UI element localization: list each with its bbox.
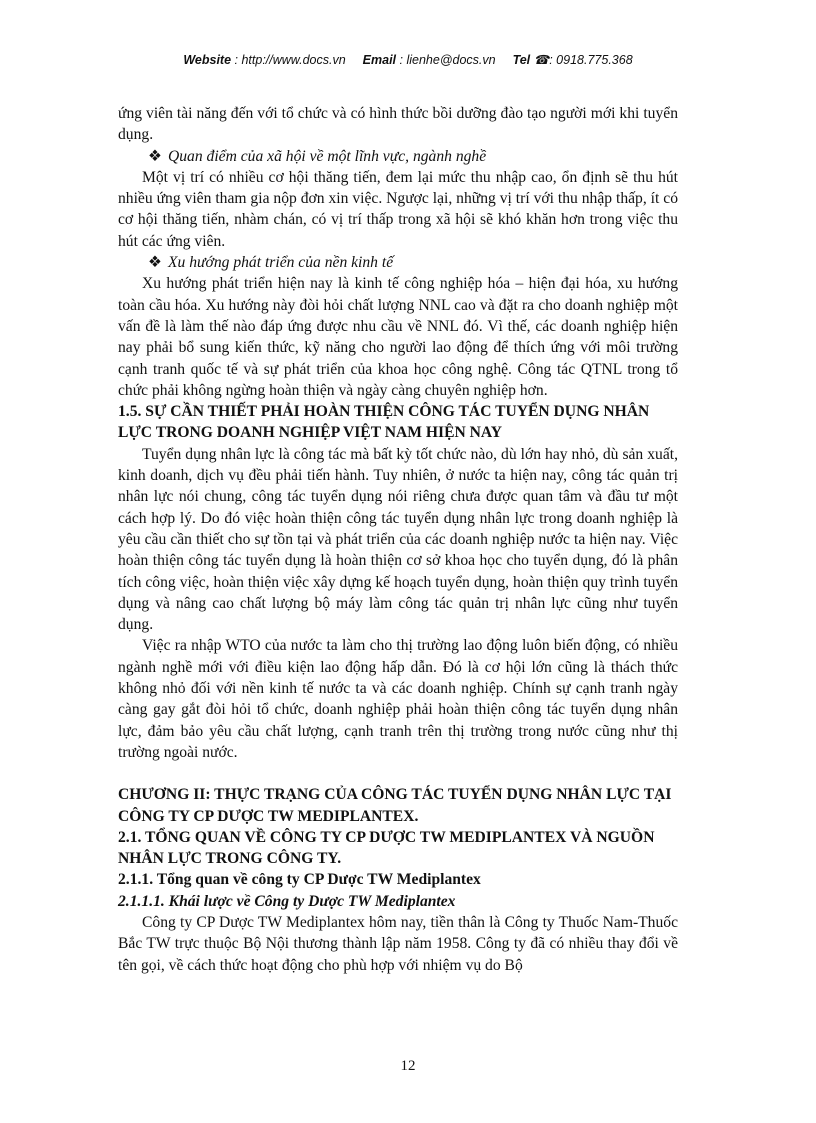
website-value: : http://www.docs.vn <box>234 53 346 67</box>
paragraph: Xu hướng phát triển hiện nay là kinh tế công nghiệp hóa – hiện đại hóa, xu hướng toàn cầu hóa. Xu hướng này đòi hỏi chất lượng NNL cao và đặt ra cho doanh nghiệp một vấn đề là làm thế nào đáp ứng được nhu cầu về NNL đó. Vì thế, các doanh nghiệp hiện nay phải bổ sung kiến thức, kỹ năng cho người lao động để thích ứng với môi trường cạnh tranh quốc tế và sự phát triển của khoa học công nghệ. Công tác QTNL trong tổ chức phải không ngừng hoàn thiện và ngày càng chuyên nghiệp hơn. <box>118 275 678 399</box>
bullet-item <box>148 252 678 273</box>
diamond-dots-bullet-icon: ❖ <box>148 254 162 272</box>
section-heading: 2.1. TỔNG QUAN VỀ CÔNG TY CP DƯỢC TW MEDIPLANTEX VÀ NGUỒN NHÂN LỰC TRONG CÔNG TY. <box>118 828 655 868</box>
subsection-heading: 2.1.1. Tổng quan về công ty CP Dược TW Mediplantex <box>118 871 481 889</box>
email-label: Email <box>362 53 397 67</box>
bullet-text: Quan điểm của xã hội về một lĩnh vực, ngành nghề <box>168 147 487 165</box>
tel-label: Tel <box>512 53 531 67</box>
paragraph: Một vị trí có nhiều cơ hội thăng tiến, đem lại mức thu nhập cao, ổn định sẽ thu hút nhiều ứng viên tham gia nộp đơn xin việc. Ngược lại, những vị trí với thu nhập thấp, ít có cơ hội thăng tiến, nhàm chán, có vị trí thấp trong xã hội sẽ khó khăn hơn trong việc thu hút các ứng viên. <box>118 168 678 250</box>
paragraph: Việc ra nhập WTO của nước ta làm cho thị trường lao động luôn biến động, có nhiều ngành nghề mới với điều kiện lao động hấp dẫn. Đó là cơ hội lớn cũng là thách thức không nhỏ đối với nền kinh tế nước ta và các doanh nghiệp. Chính sự cạnh tranh ngày càng gay gắt đòi hỏi tổ chức, doanh nghiệp phải hoàn thiện công tác tuyển dụng nhân lực, đảm bảo yêu cầu chất lượng, cạnh tranh trên thị trường trong nước cũng như thị trường ngoài nước. <box>118 637 678 761</box>
email-value: : lienhe@docs.vn <box>399 53 496 67</box>
paragraph: ứng viên tài năng đến với tổ chức và có hình thức bồi dưỡng đào tạo người mới khi tuyển dụng. <box>118 105 678 144</box>
page-header <box>0 52 816 67</box>
bullet-text: Xu hướng phát triển của nền kinh tế <box>168 254 394 272</box>
page-number: 12 <box>400 1058 416 1074</box>
document-body <box>118 103 678 976</box>
paragraph: Tuyển dụng nhân lực là công tác mà bất kỳ tốt chức nào, dù lớn hay nhỏ, dù sản xuất, kinh doanh, dịch vụ đều phải tiến hành. Tuy nhiên, ở nước ta hiện nay, công tác quản trị nhân lực nói chung, công tác tuyển dụng nói riêng chưa được quan tâm và đầu tư một cách hợp lý. Do đó việc hoàn thiện công tác tuyển dụng nhân lực trong doanh nghiệp là yêu cầu cần thiết cho sự tồn tại và phát triển của các doanh nghiệp nước ta hiện nay. Việc hoàn thiện công tác tuyển dụng là hoàn thiện cơ sở khoa học cho tuyển dụng, đó là phân tích công việc, hoàn thiện việc xây dựng kế hoạch tuyển dụng, hoàn thiện quy trình tuyển dụng và nâng cao chất lượng bộ máy làm công tác quản trị nhân lực cũng như tuyển dụng. <box>118 445 678 634</box>
website-label: Website <box>183 53 232 67</box>
diamond-dots-bullet-icon: ❖ <box>148 147 162 165</box>
subsubsection-heading: 2.1.1.1. Khái lược về Công ty Dược TW Mediplantex <box>118 892 456 910</box>
chapter-heading: CHƯƠNG II: THỰC TRẠNG CỦA CÔNG TÁC TUYỂN DỤNG NHÂN LỰC TẠI CÔNG TY CP DƯỢC TW MEDIPLANTEX. <box>118 786 672 825</box>
section-heading: 1.5. SỰ CẦN THIẾT PHẢI HOÀN THIỆN CÔNG TÁC TUYỂN DỤNG NHÂN LỰC TRONG DOANH NGHIỆP VIỆT NAM HIỆN NAY <box>118 403 650 442</box>
tel-value: : 0918.775.368 <box>549 53 633 67</box>
phone-icon: ☎ <box>533 53 550 67</box>
paragraph: Công ty CP Dược TW Mediplantex hôm nay, tiền thân là Công ty Thuốc Nam-Thuốc Bắc TW trực thuộc Bộ Nội thương thành lập năm 1958. Công ty đã có nhiều thay đổi về tên gọi, về cách thức hoạt động cho phù hợp với nhiệm vụ do Bộ <box>118 913 678 974</box>
bullet-item <box>148 146 678 167</box>
